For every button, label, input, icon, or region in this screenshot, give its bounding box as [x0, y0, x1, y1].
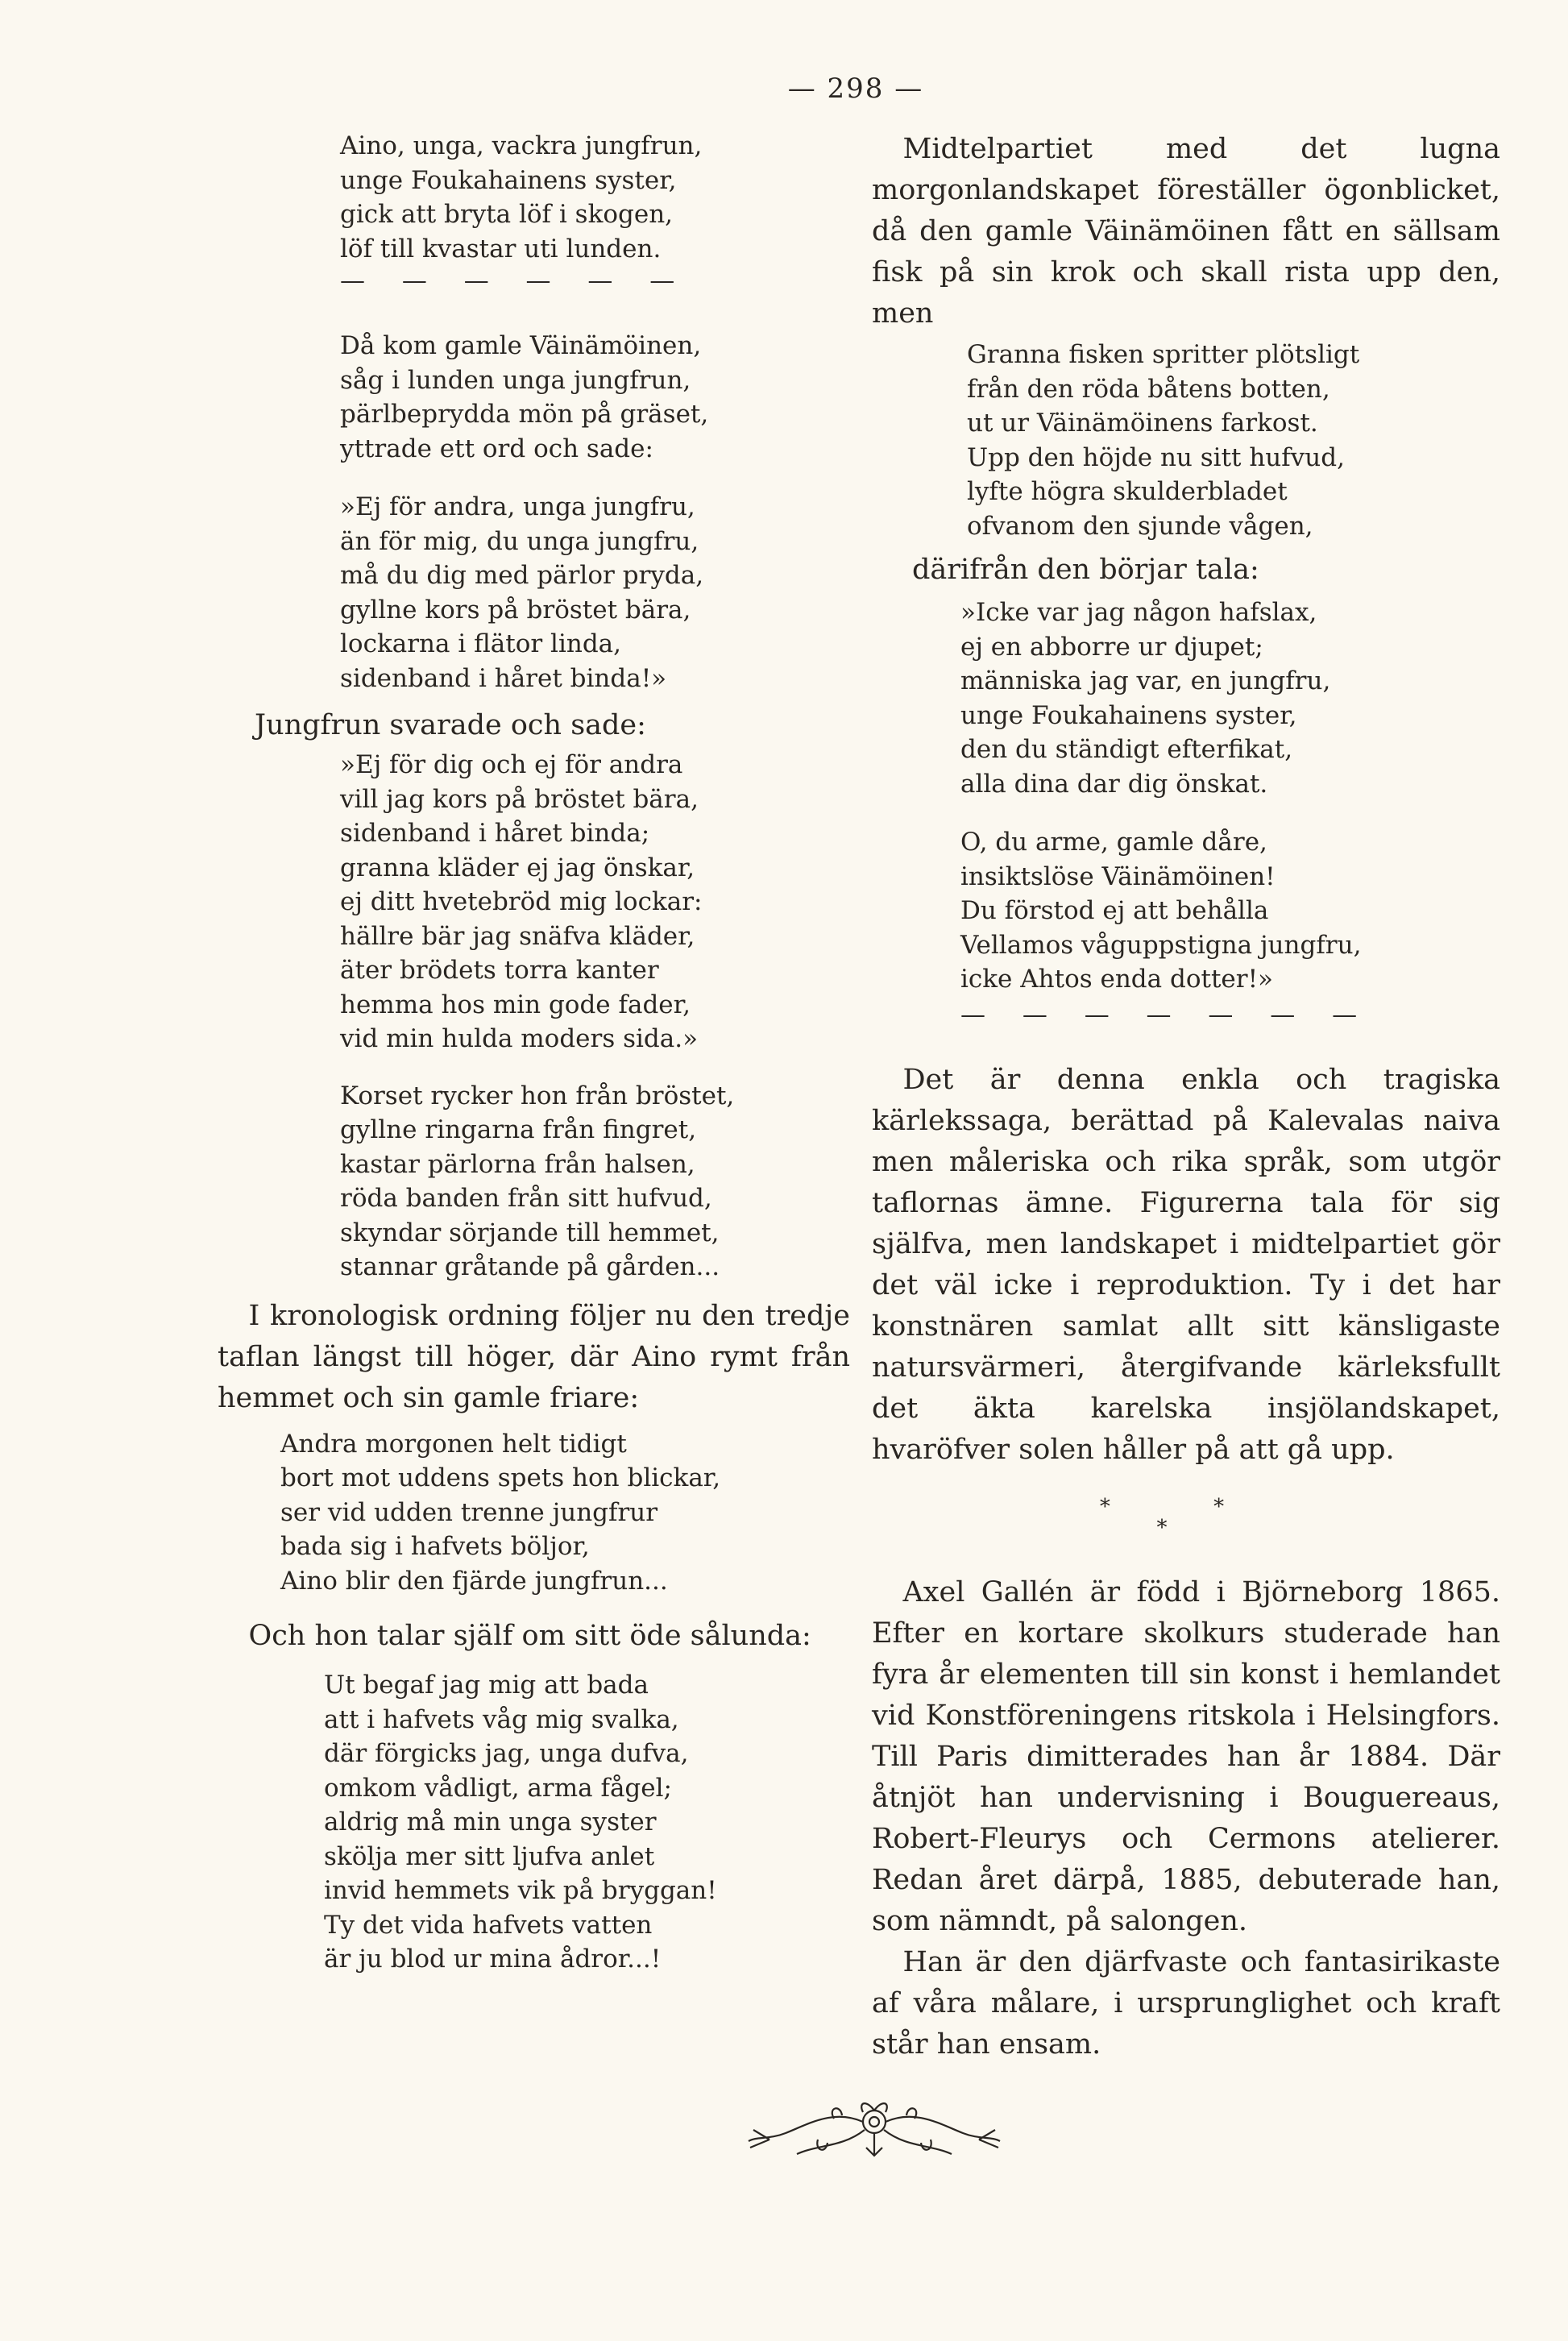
verse-line: äter brödets torra kanter	[340, 956, 659, 985]
paragraph-axel-gallen: Axel Gallén är född i Björneborg 1865. Efter en kortare skolkurs studerade han fyra år elementen till sin konst i hemlandet vid Konstföreningens ritskola i Helsingfors. Till Paris dimitterades han år 1884. Där åtnjöt han undervisning i Bouguereaus, Robert-Fleurys och Cermons atelierer. Redan året därpå, 1885, debuterade han, som nämndt, på salongen.	[872, 1575, 1500, 1937]
verse-icke-var-jag	[960, 596, 1500, 801]
verse-line: O, du arme, gamle dåre,	[960, 828, 1267, 857]
right-column	[872, 129, 1500, 2065]
verse-aino-intro	[340, 129, 862, 266]
verse-aino-reply	[340, 748, 862, 1056]
page-number: — 298 —	[787, 73, 924, 105]
dash-separator: — — — — — — —	[960, 999, 1372, 1029]
verse-line: ofvanom den sjunde vågen,	[967, 511, 1313, 541]
verse-line: kastar pärlorna från halsen,	[340, 1149, 695, 1179]
verse-line: lyfte högra skulderbladet	[967, 477, 1288, 506]
paragraph-kronologisk: I kronologisk ordning följer nu den tredje taflan längst till höger, där Aino rymt från hemmet och sin gamle friare:	[218, 1299, 850, 1414]
dash-separator: — — — — — —	[340, 266, 690, 295]
verse-line: aldrig må min unga syster	[324, 1808, 657, 1837]
section-stars	[872, 1493, 1500, 1542]
verse-line: hällre bär jag snäfva kläder,	[340, 921, 695, 951]
verse-line: vid min hulda moders sida.»	[340, 1024, 699, 1053]
verse-line: den du ständigt efterfikat,	[960, 735, 1293, 764]
stars-bottom: *	[1156, 1515, 1216, 1540]
verse-line: gyllne kors på bröstet bära,	[340, 595, 691, 625]
verse-line: yttrade ett ord och sade:	[340, 434, 653, 463]
verse-line: skölja mer sitt ljufva anlet	[324, 1841, 655, 1871]
paragraph-djarfvaste: Han är den djärfvaste och fantasirikaste af våra målare, i ursprunglighet och kraft står han ensam.	[872, 1945, 1500, 2061]
verse-o-du-arme	[960, 825, 1500, 997]
verse-line: ser vid udden trenne jungfrur	[280, 1497, 658, 1527]
verse-line: sidenband i håret binda;	[340, 819, 650, 848]
paragraph-midtelpartiet: Midtelpartiet med det lugna morgonlandskapet föreställer ögonblicket, då den gamle Väinämöinen fått en sällsam fisk på sin krok och skall rista upp den, men	[872, 133, 1500, 330]
verse-line: Ut begaf jag mig att bada	[324, 1671, 649, 1700]
verse-line: icke Ahtos enda dotter!»	[960, 965, 1273, 994]
verse-line: må du dig med pärlor pryda,	[340, 561, 704, 590]
verse-granna-fisken	[967, 338, 1500, 543]
verse-line: vill jag kors på bröstet bära,	[340, 784, 699, 814]
verse-line: Andra morgonen helt tidigt	[280, 1429, 627, 1459]
verse-vainamoinen-speech	[340, 490, 862, 695]
verse-line: Du förstod ej att behålla	[960, 896, 1269, 925]
paragraph-och-hon-talar: Och hon talar själf om sitt öde sålunda:	[248, 1620, 811, 1652]
floral-ornament-icon	[737, 2091, 1011, 2172]
verse-line: insiktslöse Väinämöinen!	[960, 861, 1276, 891]
verse-line: pärlbeprydda mön på gräset,	[340, 400, 709, 429]
verse-line: ej en abborre ur djupet;	[960, 632, 1263, 662]
verse-line: stannar gråtande på gården...	[340, 1252, 720, 1281]
verse-line: att i hafvets våg mig svalka,	[324, 1704, 679, 1734]
verse-line: »Ej för dig och ej för andra	[340, 750, 683, 779]
verse-line: bada sig i hafvets böljor,	[280, 1532, 590, 1561]
stars-top: * *	[1099, 1494, 1273, 1519]
verse-line: Vellamos våguppstigna jungfru,	[960, 930, 1362, 960]
verse-line: gyllne ringarna från fingret,	[340, 1115, 697, 1144]
verse-line: där förgicks jag, unga dufva,	[324, 1739, 689, 1768]
verse-line: Upp den höjde nu sitt hufvud,	[967, 442, 1345, 472]
verse-ut-begaf	[324, 1668, 862, 1977]
verse-korset	[340, 1079, 862, 1285]
verse-line: lockarna i flätor linda,	[340, 629, 622, 658]
verse-line: Då kom gamle Väinämöinen,	[340, 331, 702, 360]
verse-line: röda banden från sitt hufvud,	[340, 1184, 712, 1213]
verse-line: Aino, unga, vackra jungfrun,	[340, 131, 703, 160]
verse-line: Korset rycker hon från bröstet,	[340, 1081, 735, 1110]
verse-line: Aino blir den fjärde jungfrun...	[280, 1566, 668, 1596]
paragraph-karlekssaga: Det är denna enkla och tragiska kärlekssaga, berättad på Kalevalas naiva men måleriska och rika språk, som utgör taflornas ämne. Figurerna tala för sig själfva, men landskapet i midtelpartiet gör det väl icke i reproduktion. Ty i det har konstnären samlat allt sitt känsligaste natursvärmeri, återgifvande kärleksfullt det äkta karelska insjölandskapet, hvaröfver solen håller på att gå upp.	[872, 1063, 1500, 1466]
paragraph-jungfrun-svarade: Jungfrun svarade och sade:	[255, 709, 646, 741]
verse-line: såg i lunden unga jungfrun,	[340, 365, 691, 395]
verse-line: löf till kvastar uti lunden.	[340, 234, 662, 264]
verse-line: är ju blod ur mina ådror...!	[324, 1945, 662, 1974]
verse-line: människa jag var, en jungfru,	[960, 666, 1331, 695]
verse-line: sidenband i håret binda!»	[340, 663, 667, 693]
verse-line: skyndar sörjande till hemmet,	[340, 1218, 720, 1247]
paragraph-darifran: därifrån den börjar tala:	[912, 554, 1259, 586]
verse-line: alla dina dar dig önskat.	[960, 769, 1268, 799]
verse-line: ej ditt hvetebröd mig lockar:	[340, 887, 703, 916]
verse-line: invid hemmets vik på bryggan!	[324, 1876, 717, 1905]
verse-line: från den röda båtens botten,	[967, 374, 1330, 404]
verse-line: Granna fisken spritter plötsligt	[967, 340, 1360, 369]
verse-line: »Ej för andra, unga jungfru,	[340, 492, 695, 521]
verse-vainamoinen-came	[340, 329, 862, 466]
verse-andra-morgonen	[280, 1427, 862, 1599]
verse-line: bort mot uddens spets hon blickar,	[280, 1463, 721, 1492]
verse-line: ut ur Väinämöinens farkost.	[967, 409, 1318, 438]
verse-line: gick att bryta löf i skogen,	[340, 200, 674, 229]
verse-line: omkom vådligt, arma fågel;	[324, 1773, 672, 1803]
left-column	[218, 129, 862, 1977]
verse-line: granna kläder ej jag önskar,	[340, 853, 695, 882]
verse-line: hemma hos min gode fader,	[340, 990, 691, 1019]
verse-line: unge Foukahainens syster,	[340, 165, 677, 195]
verse-line: unge Foukahainens syster,	[960, 700, 1297, 730]
verse-line: än för mig, du unga jungfru,	[340, 526, 699, 556]
verse-line: »Icke var jag någon hafslax,	[960, 598, 1317, 627]
verse-line: Ty det vida hafvets vatten	[324, 1910, 653, 1940]
